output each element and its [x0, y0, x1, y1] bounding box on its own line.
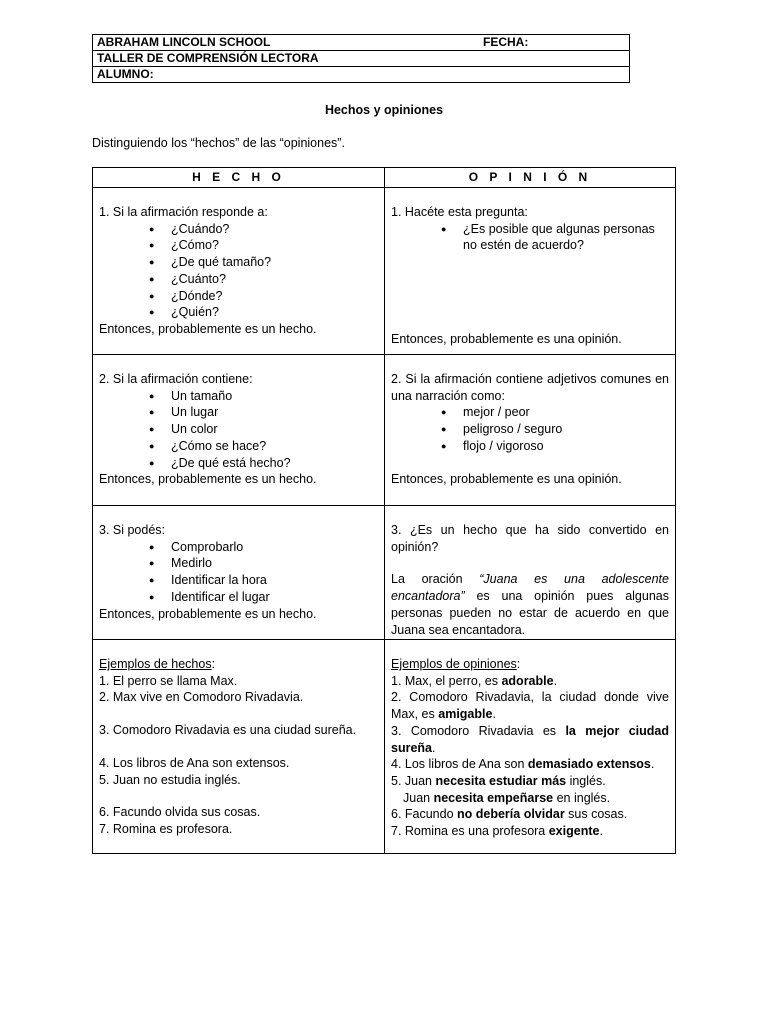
header-school-row: [93, 35, 630, 51]
list-item: 5. Juan no estudia inglés.: [99, 772, 241, 787]
list-item: [391, 673, 669, 690]
text: .: [553, 673, 558, 688]
list-item: [391, 790, 669, 807]
opinion-2-lead: 2. Si la afirmación contiene adjetivos comunes en una narración como:: [391, 372, 669, 403]
list-item: ● ¿De qué tamaño?: [171, 254, 378, 271]
list-item: ● ¿Cuánto?: [171, 271, 378, 288]
list-item: ● Medirlo: [171, 555, 378, 572]
list-item: ● ¿Cuándo?: [171, 221, 378, 238]
opinion-3-text-a: La oración: [391, 572, 480, 587]
text: necesita empeñarse: [433, 790, 554, 805]
list-item: ● Comprobarlo: [171, 539, 378, 556]
list-item: 2. Max vive en Comodoro Rivadavia.: [99, 690, 304, 705]
text: necesita estudiar más: [435, 773, 567, 788]
opinion-2-conclusion: Entonces, probablemente es una opinión.: [391, 471, 622, 486]
fact-column-header: H E C H O: [93, 168, 385, 188]
list-item: ● Un lugar: [171, 404, 378, 421]
opinion-cell-2: [385, 355, 676, 506]
text: .: [432, 740, 436, 755]
list-item: ● Un tamaño: [171, 388, 378, 405]
workshop-title: TALLER DE COMPRENSIÓN LECTORA: [93, 51, 630, 67]
opinion-1-list: [391, 221, 669, 254]
list-item: [391, 823, 669, 840]
text: sus cosas.: [564, 807, 628, 822]
fact-1-lead: 1. Si la afirmación responde a:: [99, 205, 268, 219]
list-item: ● ¿Dónde?: [171, 288, 378, 305]
fact-examples-cell: [93, 640, 385, 854]
text: adorable: [501, 673, 554, 688]
text: en inglés.: [553, 790, 611, 805]
list-item: 1. El perro se llama Max.: [99, 673, 238, 688]
text: amigable: [438, 707, 493, 722]
fact-3-lead: 3. Si podés:: [99, 523, 166, 537]
fact-examples-heading-text: Ejemplos de hechos: [99, 657, 212, 671]
student-label: ALUMNO:: [93, 67, 630, 83]
list-item: [391, 806, 669, 823]
intro-text: Distinguiendo los “hechos” de las “opiniones”.: [92, 136, 345, 150]
fact-examples-heading: Ejemplos de hechos:: [99, 657, 216, 671]
opinion-2-list: [391, 404, 669, 454]
list-item: ● Identificar el lugar: [171, 589, 378, 606]
list-item: 7. Romina es profesora.: [99, 821, 233, 836]
opinion-1-conclusion: Entonces, probablemente es una opinión.: [391, 332, 622, 347]
list-item: ● ¿Quién?: [171, 304, 378, 321]
text: inglés.: [566, 773, 606, 788]
text: no debería olvidar: [457, 807, 565, 822]
list-item: ● ¿Cómo?: [171, 237, 378, 254]
fact-cell-2: [93, 355, 385, 506]
opinion-examples-cell: [385, 640, 676, 854]
fact-3-conclusion: Entonces, probablemente es un hecho.: [99, 606, 317, 621]
list-item: ● Un color: [171, 421, 378, 438]
text: demasiado extensos: [527, 757, 651, 772]
list-item: ● flojo / vigoroso: [463, 438, 669, 455]
opinion-1-lead: 1. Hacéte esta pregunta:: [391, 205, 528, 219]
opinion-examples-heading-text: Ejemplos de opiniones: [391, 657, 517, 671]
list-item: ● ¿Es posible que algunas personas no estén de acuerdo?: [463, 221, 669, 254]
opinion-3-explanation: [391, 571, 669, 638]
opinion-cell-1: [385, 188, 676, 355]
fact-cell-3: [93, 506, 385, 640]
date-label: FECHA:: [483, 35, 529, 49]
page-title: Hechos y opiniones: [324, 103, 444, 117]
text: .: [650, 757, 655, 772]
fact-1-list: [99, 221, 378, 321]
opinion-3-quote: “Juana es una adolescente encantadora”: [391, 572, 669, 604]
facts-opinions-table: [92, 167, 676, 854]
opinion-column-header: O P I N I Ó N: [385, 168, 676, 188]
fact-3-list: [99, 539, 378, 606]
list-item: ● mejor / peor: [463, 404, 669, 421]
fact-2-lead: 2. Si la afirmación contiene:: [99, 372, 253, 386]
text: 6. Facundo: [391, 807, 458, 822]
text: Juan: [403, 790, 434, 805]
list-item: ● ¿Cómo se hace?: [171, 438, 378, 455]
opinion-cell-3: [385, 506, 676, 640]
list-item: [391, 773, 669, 790]
fact-1-conclusion: Entonces, probablemente es un hecho.: [99, 321, 317, 336]
list-item: ● ¿De qué está hecho?: [171, 455, 378, 472]
list-item: ● peligroso / seguro: [463, 421, 669, 438]
text: .: [492, 707, 496, 722]
opinion-examples-heading: Ejemplos de opiniones:: [391, 657, 521, 671]
text: 4. Los libros de Ana son: [391, 757, 528, 772]
school-name: ABRAHAM LINCOLN SCHOOL: [97, 35, 271, 49]
text: exigente: [548, 824, 600, 839]
header-table: [92, 34, 630, 83]
fact-2-conclusion: Entonces, probablemente es un hecho.: [99, 472, 317, 487]
fact-cell-1: [93, 188, 385, 355]
list-item: [391, 689, 669, 722]
text: la mejor ciudad sureña: [391, 723, 669, 755]
list-item: 4. Los libros de Ana son extensos.: [99, 755, 290, 770]
text: 3. Comodoro Rivadavia es: [391, 723, 566, 738]
list-item: 3. Comodoro Rivadavia es una ciudad sureña.: [99, 723, 357, 738]
list-item: ● Identificar la hora: [171, 572, 378, 589]
opinion-3-lead: 3. ¿Es un hecho que ha sido convertido en opinión?: [391, 523, 669, 554]
text: 7. Romina es una profesora: [391, 824, 549, 839]
opinion-3-text-b: es una opinión pues algunas personas pueden no estar de acuerdo en que Juana sea encantadora.: [391, 589, 669, 637]
list-item: 6. Facundo olvida sus cosas.: [99, 805, 261, 820]
list-item: [391, 723, 669, 756]
list-item: [391, 756, 669, 773]
fact-2-list: [99, 388, 378, 472]
text: 5. Juan: [391, 773, 436, 788]
text: 2. Comodoro Rivadavia, la ciudad donde vive Max, es: [391, 690, 669, 722]
text: .: [599, 824, 603, 839]
text: 1. Max, el perro, es: [391, 673, 502, 688]
